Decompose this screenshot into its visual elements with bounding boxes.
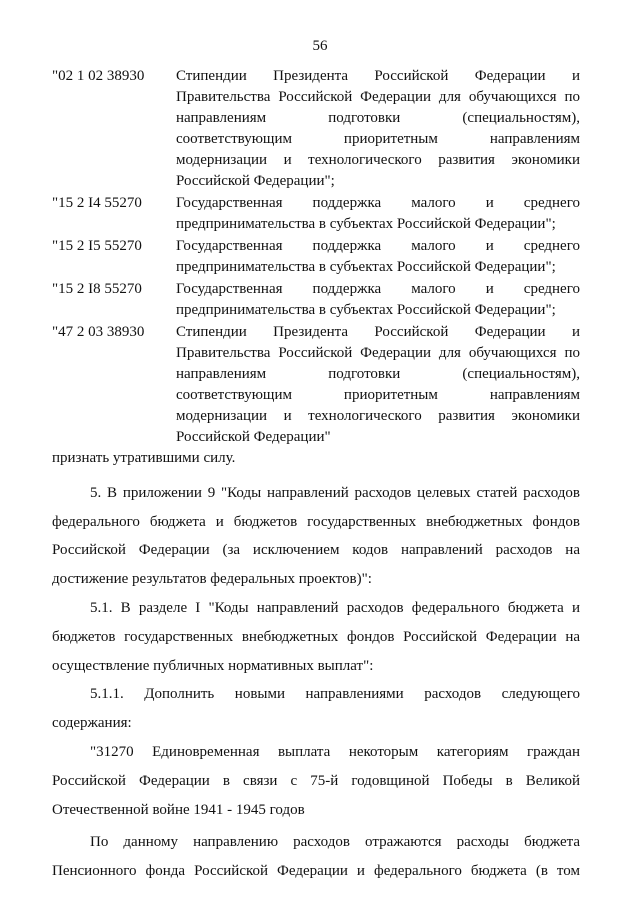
- paragraph-line: "31270 Единовременная выплата некоторым категориям граждан: [90, 743, 580, 760]
- description-line: Российской Федерации";: [176, 173, 335, 189]
- description-line: Государственная поддержка малого и среднего: [176, 195, 580, 211]
- description-line: соответствующим приоритетным направлениям: [176, 387, 580, 403]
- description-line: предпринимательства в субъектах Российской Федерации";: [176, 302, 556, 318]
- paragraph-line: осуществление публичных нормативных выплат":: [52, 657, 374, 674]
- code-description: [176, 66, 580, 192]
- paragraph-line: Российской Федерации (за исключением кодов направлений расходов на: [52, 542, 580, 559]
- paragraph-line: признать утратившими силу.: [52, 450, 236, 466]
- code-value: "47 2 03 38930: [52, 324, 145, 340]
- paragraph-line: Российской Федерации в связи с 75-й годовщиной Победы в Великой: [52, 772, 580, 789]
- paragraph-section-5-1: [52, 594, 580, 680]
- description-line: Стипендии Президента Российской Федерации и: [176, 68, 580, 84]
- description-line: модернизации и технологического развития экономики: [176, 408, 580, 424]
- paragraph-section-5: [52, 479, 580, 594]
- paragraph-expenses: [52, 828, 580, 886]
- body-text: [52, 444, 580, 886]
- code-description: [176, 279, 580, 321]
- description-line: направлениям подготовки (специальностям),: [176, 110, 580, 126]
- code-entry: [52, 236, 580, 278]
- paragraph-section-5-1-1: [52, 680, 580, 738]
- paragraph-line: Отечественной войне 1941 - 1945 годов: [52, 801, 305, 818]
- paragraph-repeal: [52, 444, 580, 473]
- code-entry: [52, 66, 580, 192]
- paragraph-line: федерального бюджета и бюджетов государственных внебюджетных фондов: [52, 513, 580, 530]
- code-value: "02 1 02 38930: [52, 68, 145, 84]
- code-value: "15 2 I5 55270: [52, 238, 142, 254]
- description-line: Российской Федерации": [176, 429, 331, 445]
- description-line: предпринимательства в субъектах Российской Федерации";: [176, 216, 556, 232]
- paragraph-line: бюджетов государственных внебюджетных фондов Российской Федерации на: [52, 628, 580, 645]
- paragraph-line: По данному направлению расходов отражаются расходы бюджета: [90, 834, 580, 851]
- description-line: модернизации и технологического развития экономики: [176, 152, 580, 168]
- code-value: "15 2 I8 55270: [52, 281, 142, 297]
- code-list: [52, 66, 580, 449]
- description-line: предпринимательства в субъектах Российской Федерации";: [176, 259, 556, 275]
- description-line: Стипендии Президента Российской Федерации и: [176, 324, 580, 340]
- code-description: [176, 236, 580, 278]
- paragraph-line: 5.1. В разделе I "Коды направлений расходов федерального бюджета и: [90, 599, 580, 616]
- description-line: направлениям подготовки (специальностям),: [176, 366, 580, 382]
- code-description: [176, 193, 580, 235]
- description-line: Государственная поддержка малого и среднего: [176, 281, 580, 297]
- description-line: соответствующим приоритетным направлениям: [176, 131, 580, 147]
- paragraph-line: достижение результатов федеральных проектов)":: [52, 571, 372, 588]
- code-entry: [52, 193, 580, 235]
- page-number: 56: [312, 38, 328, 54]
- description-line: Правительства Российской Федерации для обучающихся по: [176, 345, 580, 361]
- code-entry: [52, 279, 580, 321]
- paragraph-line: Пенсионного фонда Российской Федерации и федерального бюджета (в том: [52, 863, 580, 880]
- code-description: [176, 322, 580, 448]
- code-entry: [52, 322, 580, 448]
- paragraph-code-31270: [52, 738, 580, 824]
- paragraph-line: 5.1.1. Дополнить новыми направлениями расходов следующего: [90, 686, 580, 703]
- description-line: Государственная поддержка малого и среднего: [176, 238, 580, 254]
- code-value: "15 2 I4 55270: [52, 195, 142, 211]
- paragraph-line: содержания:: [52, 715, 132, 732]
- paragraph-line: 5. В приложении 9 "Коды направлений расходов целевых статей расходов: [90, 484, 580, 501]
- description-line: Правительства Российской Федерации для обучающихся по: [176, 89, 580, 105]
